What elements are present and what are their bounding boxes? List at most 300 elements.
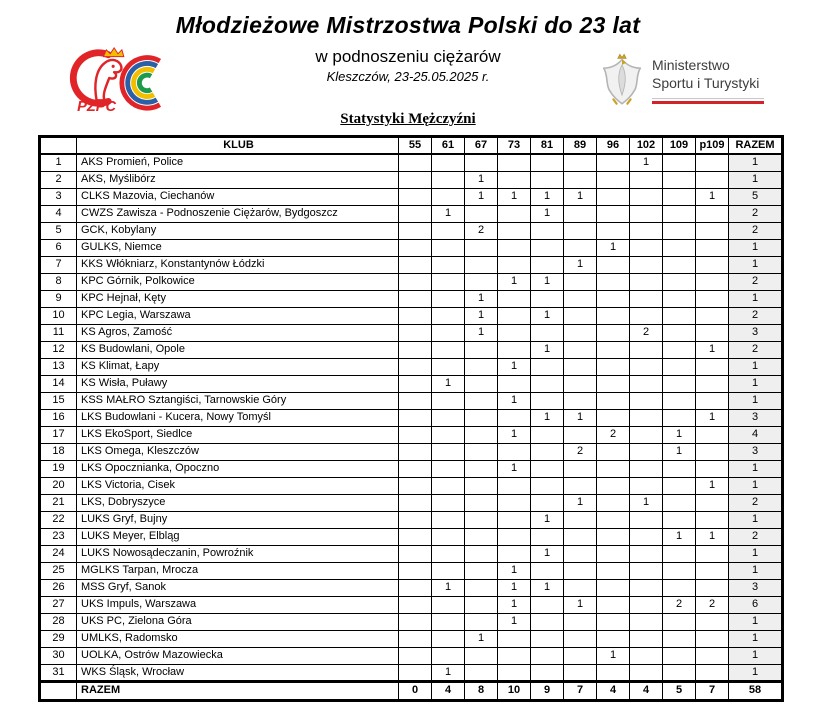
count-cell (432, 256, 465, 273)
count-cell (597, 358, 630, 375)
count-cell (465, 528, 498, 545)
count-cell (531, 443, 564, 460)
row-number-cell: 14 (40, 375, 77, 392)
count-cell: 1 (531, 579, 564, 596)
row-total-cell: 1 (729, 239, 783, 256)
count-cell: 1 (498, 562, 531, 579)
count-cell: 1 (696, 188, 729, 205)
count-cell (399, 358, 432, 375)
count-cell (696, 171, 729, 188)
row-total-cell: 2 (729, 273, 783, 290)
club-name-cell: WKS Śląsk, Wrocław (77, 664, 399, 681)
count-cell (432, 358, 465, 375)
row-number-cell: 23 (40, 528, 77, 545)
count-cell (531, 647, 564, 664)
row-total-cell: 6 (729, 596, 783, 613)
count-cell (531, 630, 564, 647)
count-cell (531, 324, 564, 341)
club-name-cell: KKS Włókniarz, Konstantynów Łódzki (77, 256, 399, 273)
count-cell (564, 341, 597, 358)
count-cell: 1 (531, 545, 564, 562)
count-cell (465, 273, 498, 290)
table-row (40, 273, 783, 290)
count-cell (696, 647, 729, 664)
count-cell (399, 171, 432, 188)
ministry-name-line2: Sportu i Turystyki (652, 75, 760, 91)
count-cell: 1 (597, 239, 630, 256)
count-cell: 1 (498, 460, 531, 477)
table-row (40, 443, 783, 460)
table-row (40, 477, 783, 494)
row-total-cell: 2 (729, 222, 783, 239)
club-name-cell: GCK, Kobylany (77, 222, 399, 239)
count-cell (498, 324, 531, 341)
count-cell (597, 545, 630, 562)
row-number-cell: 19 (40, 460, 77, 477)
row-number-cell: 28 (40, 613, 77, 630)
count-cell: 1 (564, 188, 597, 205)
count-cell: 1 (498, 596, 531, 613)
row-number-cell: 30 (40, 647, 77, 664)
column-header-109: 109 (663, 137, 696, 155)
row-total-cell: 1 (729, 375, 783, 392)
count-cell (564, 171, 597, 188)
count-cell (531, 358, 564, 375)
row-total-cell: 5 (729, 188, 783, 205)
club-name-cell: KPC Hejnał, Kęty (77, 290, 399, 307)
count-cell (663, 392, 696, 409)
count-cell (465, 613, 498, 630)
count-cell (399, 239, 432, 256)
table-row (40, 375, 783, 392)
count-cell (465, 511, 498, 528)
count-cell (597, 630, 630, 647)
club-name-cell: KSS MAŁRO Sztangiści, Tarnowskie Góry (77, 392, 399, 409)
count-cell (465, 375, 498, 392)
count-cell (696, 290, 729, 307)
count-cell (498, 443, 531, 460)
count-cell (663, 239, 696, 256)
column-header-61: 61 (432, 137, 465, 155)
club-name-cell: KS Klimat, Łapy (77, 358, 399, 375)
count-cell (531, 596, 564, 613)
count-cell (564, 579, 597, 596)
count-cell (597, 477, 630, 494)
count-cell (432, 273, 465, 290)
row-number-cell: 10 (40, 307, 77, 324)
row-number-cell: 22 (40, 511, 77, 528)
ministry-logo (600, 52, 780, 110)
count-cell (498, 341, 531, 358)
count-cell: 1 (465, 307, 498, 324)
column-header-p109: p109 (696, 137, 729, 155)
row-total-cell: 1 (729, 477, 783, 494)
club-name-cell: UKS PC, Zielona Góra (77, 613, 399, 630)
count-cell (630, 358, 663, 375)
row-number-cell: 11 (40, 324, 77, 341)
table-row (40, 613, 783, 630)
club-name-cell: LKS EkoSport, Siedlce (77, 426, 399, 443)
column-total-cell: 9 (531, 681, 564, 700)
count-cell (564, 562, 597, 579)
column-header-96: 96 (597, 137, 630, 155)
count-cell (399, 154, 432, 171)
count-cell: 1 (630, 154, 663, 171)
count-cell (465, 460, 498, 477)
count-cell (531, 528, 564, 545)
count-cell (399, 341, 432, 358)
count-cell (399, 324, 432, 341)
count-cell (432, 426, 465, 443)
count-cell (465, 358, 498, 375)
count-cell: 1 (564, 409, 597, 426)
count-cell: 1 (696, 477, 729, 494)
club-name-cell: AKS Promień, Police (77, 154, 399, 171)
count-cell (399, 664, 432, 681)
count-cell (399, 409, 432, 426)
count-cell (399, 494, 432, 511)
table-row (40, 154, 783, 171)
count-cell (663, 205, 696, 222)
table-body (40, 154, 783, 681)
count-cell (465, 545, 498, 562)
count-cell (432, 443, 465, 460)
row-number-cell: 26 (40, 579, 77, 596)
count-cell (696, 222, 729, 239)
count-cell (399, 579, 432, 596)
count-cell (663, 222, 696, 239)
row-number-cell: 3 (40, 188, 77, 205)
count-cell: 1 (531, 409, 564, 426)
count-cell (663, 358, 696, 375)
count-cell (630, 528, 663, 545)
table-row (40, 324, 783, 341)
count-cell (597, 664, 630, 681)
pzpc-logo (58, 44, 178, 114)
count-cell (630, 460, 663, 477)
count-cell: 1 (432, 664, 465, 681)
row-total-cell: 1 (729, 545, 783, 562)
count-cell: 1 (498, 392, 531, 409)
club-name-cell: LKS Opocznianka, Opoczno (77, 460, 399, 477)
ministry-eagle-icon (600, 52, 644, 108)
table-row (40, 494, 783, 511)
row-total-cell: 1 (729, 664, 783, 681)
count-cell (597, 494, 630, 511)
count-cell (498, 171, 531, 188)
count-cell (630, 256, 663, 273)
count-cell (498, 409, 531, 426)
table-row (40, 579, 783, 596)
table-row (40, 528, 783, 545)
count-cell (465, 664, 498, 681)
count-cell: 1 (498, 188, 531, 205)
table-row (40, 222, 783, 239)
row-total-cell: 1 (729, 256, 783, 273)
count-cell: 2 (663, 596, 696, 613)
row-total-cell: 1 (729, 171, 783, 188)
count-cell (696, 545, 729, 562)
table-row (40, 307, 783, 324)
count-cell (498, 545, 531, 562)
count-cell: 2 (696, 596, 729, 613)
row-total-cell: 4 (729, 426, 783, 443)
count-cell (465, 443, 498, 460)
count-cell (663, 545, 696, 562)
count-cell (399, 562, 432, 579)
club-name-cell: AKS, Myślibórz (77, 171, 399, 188)
count-cell (597, 222, 630, 239)
count-cell (432, 222, 465, 239)
count-cell (663, 171, 696, 188)
column-total-cell: 4 (630, 681, 663, 700)
row-number-cell: 8 (40, 273, 77, 290)
count-cell: 1 (564, 494, 597, 511)
count-cell (630, 205, 663, 222)
count-cell (498, 256, 531, 273)
count-cell (597, 613, 630, 630)
count-cell (630, 426, 663, 443)
count-cell: 1 (696, 409, 729, 426)
club-name-cell: KS Budowlani, Opole (77, 341, 399, 358)
table-row (40, 647, 783, 664)
table-row (40, 511, 783, 528)
count-cell (696, 426, 729, 443)
row-number-cell: 17 (40, 426, 77, 443)
count-cell: 1 (696, 341, 729, 358)
count-cell (663, 579, 696, 596)
table-row (40, 239, 783, 256)
count-cell (597, 562, 630, 579)
count-cell (564, 205, 597, 222)
count-cell (696, 154, 729, 171)
row-total-cell: 1 (729, 460, 783, 477)
column-header-81: 81 (531, 137, 564, 155)
count-cell (564, 239, 597, 256)
count-cell (432, 392, 465, 409)
count-cell (564, 392, 597, 409)
count-cell (531, 664, 564, 681)
count-cell (465, 426, 498, 443)
totals-row (40, 681, 783, 700)
count-cell (564, 426, 597, 443)
count-cell: 1 (498, 613, 531, 630)
count-cell: 1 (498, 358, 531, 375)
count-cell (564, 154, 597, 171)
count-cell (498, 375, 531, 392)
count-cell (630, 477, 663, 494)
count-cell (399, 528, 432, 545)
count-cell (498, 647, 531, 664)
count-cell: 1 (564, 256, 597, 273)
count-cell (597, 409, 630, 426)
count-cell (498, 477, 531, 494)
totals-label-cell: RAZEM (77, 681, 399, 700)
count-cell (663, 511, 696, 528)
column-total-cell: 0 (399, 681, 432, 700)
count-cell (597, 307, 630, 324)
count-cell (498, 630, 531, 647)
count-cell (663, 494, 696, 511)
count-cell (564, 477, 597, 494)
count-cell (663, 647, 696, 664)
section-title: Statystyki Mężczyźni (340, 111, 476, 127)
count-cell (465, 647, 498, 664)
count-cell (399, 392, 432, 409)
count-cell (399, 460, 432, 477)
row-total-cell: 1 (729, 392, 783, 409)
count-cell (597, 460, 630, 477)
column-header-67: 67 (465, 137, 498, 155)
row-number-cell: 21 (40, 494, 77, 511)
ministry-red-rule (652, 98, 764, 104)
count-cell (663, 273, 696, 290)
table-head (40, 137, 783, 155)
table-row (40, 596, 783, 613)
count-cell (531, 562, 564, 579)
count-cell (597, 171, 630, 188)
count-cell (498, 239, 531, 256)
row-total-cell: 2 (729, 205, 783, 222)
column-header-blank (40, 137, 77, 155)
count-cell (663, 477, 696, 494)
row-number-cell: 16 (40, 409, 77, 426)
count-cell (531, 222, 564, 239)
count-cell (399, 205, 432, 222)
count-cell (531, 426, 564, 443)
count-cell: 1 (465, 171, 498, 188)
count-cell (696, 205, 729, 222)
count-cell (432, 511, 465, 528)
count-cell: 2 (564, 443, 597, 460)
count-cell: 1 (531, 273, 564, 290)
count-cell (465, 392, 498, 409)
table-foot (40, 681, 783, 700)
count-cell (597, 154, 630, 171)
count-cell (399, 511, 432, 528)
club-name-cell: KPC Górnik, Polkowice (77, 273, 399, 290)
count-cell (465, 562, 498, 579)
count-cell (465, 596, 498, 613)
table-row (40, 358, 783, 375)
count-cell (564, 290, 597, 307)
count-cell (531, 477, 564, 494)
count-cell: 1 (663, 443, 696, 460)
count-cell (696, 460, 729, 477)
row-number-cell: 1 (40, 154, 77, 171)
count-cell (564, 545, 597, 562)
count-cell (696, 613, 729, 630)
count-cell (630, 664, 663, 681)
count-cell (630, 630, 663, 647)
event-title: Młodzieżowe Mistrzostwa Polski do 23 lat (175, 12, 641, 38)
count-cell (630, 307, 663, 324)
row-total-cell: 1 (729, 630, 783, 647)
count-cell (564, 273, 597, 290)
club-name-cell: LUKS Nowosądeczanin, Powroźnik (77, 545, 399, 562)
pzpc-eagle-icon (58, 44, 178, 114)
count-cell (564, 647, 597, 664)
column-header-55: 55 (399, 137, 432, 155)
column-total-cell: 4 (597, 681, 630, 700)
count-cell (597, 579, 630, 596)
count-cell (597, 392, 630, 409)
count-cell (663, 307, 696, 324)
count-cell (663, 562, 696, 579)
count-cell (663, 290, 696, 307)
table-row (40, 562, 783, 579)
row-number-cell: 20 (40, 477, 77, 494)
club-name-cell: KS Agros, Zamość (77, 324, 399, 341)
count-cell (630, 171, 663, 188)
count-cell (630, 273, 663, 290)
count-cell (399, 256, 432, 273)
count-cell (531, 375, 564, 392)
row-number-cell: 29 (40, 630, 77, 647)
count-cell (432, 545, 465, 562)
count-cell (498, 154, 531, 171)
count-cell (465, 239, 498, 256)
row-total-cell: 3 (729, 324, 783, 341)
count-cell (432, 596, 465, 613)
table-row (40, 630, 783, 647)
razem-column-header: RAZEM (729, 137, 783, 155)
count-cell (696, 256, 729, 273)
row-total-cell: 1 (729, 358, 783, 375)
count-cell (597, 596, 630, 613)
column-total-cell: 10 (498, 681, 531, 700)
count-cell: 1 (432, 205, 465, 222)
row-total-cell: 1 (729, 290, 783, 307)
count-cell (399, 630, 432, 647)
count-cell (399, 307, 432, 324)
count-cell (465, 579, 498, 596)
club-name-cell: LKS Omega, Kleszczów (77, 443, 399, 460)
count-cell (399, 613, 432, 630)
count-cell (696, 358, 729, 375)
count-cell (597, 273, 630, 290)
count-cell (663, 188, 696, 205)
row-total-cell: 1 (729, 647, 783, 664)
count-cell: 2 (630, 324, 663, 341)
count-cell (630, 579, 663, 596)
count-cell (432, 307, 465, 324)
count-cell (531, 392, 564, 409)
count-cell (498, 664, 531, 681)
count-cell (531, 494, 564, 511)
count-cell (696, 307, 729, 324)
count-cell (498, 290, 531, 307)
count-cell (630, 188, 663, 205)
club-name-cell: CWZS Zawisza - Podnoszenie Ciężarów, Bydgoszcz (77, 205, 399, 222)
count-cell (630, 443, 663, 460)
table-row (40, 341, 783, 358)
totals-blank-cell (40, 681, 77, 700)
count-cell (432, 647, 465, 664)
count-cell (696, 239, 729, 256)
count-cell (630, 511, 663, 528)
club-name-cell: GULKS, Niemce (77, 239, 399, 256)
count-cell (432, 613, 465, 630)
count-cell: 1 (465, 324, 498, 341)
count-cell (630, 222, 663, 239)
count-cell (696, 664, 729, 681)
count-cell (465, 477, 498, 494)
column-header-73: 73 (498, 137, 531, 155)
count-cell: 1 (465, 630, 498, 647)
count-cell (564, 613, 597, 630)
count-cell (597, 443, 630, 460)
